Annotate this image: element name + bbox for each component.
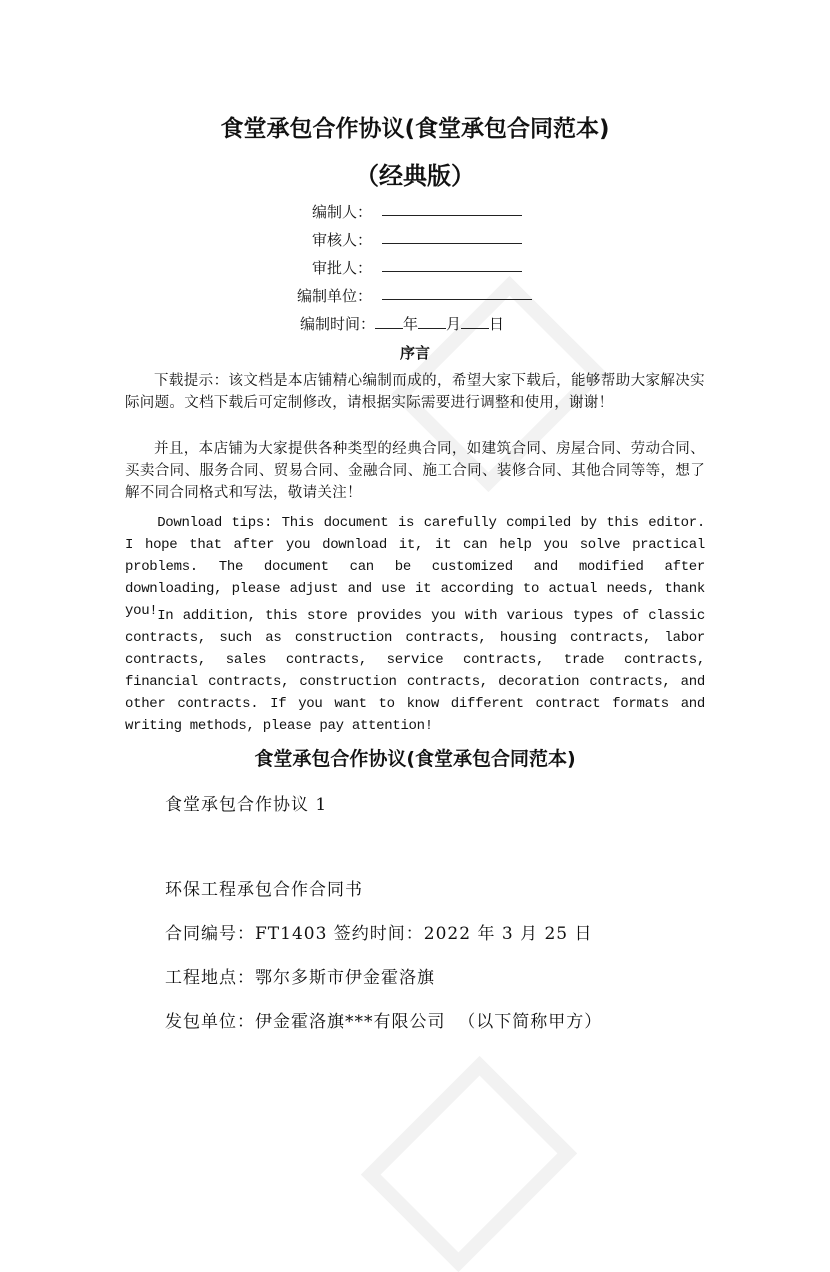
field-label: 编制单位： — [296, 287, 372, 305]
body-line: 发包单位：伊金霍洛旗***有限公司 （以下简称甲方） — [165, 1012, 603, 1032]
field-unit — [0, 285, 830, 313]
body-line: 工程地点：鄂尔多斯市伊金霍洛旗 — [165, 968, 435, 988]
field-label: 编制时间： — [300, 315, 376, 333]
year-label: 年 — [403, 315, 419, 333]
paragraph-download-tip-cn: 下载提示：该文档是本店铺精心编制而成的，希望大家下载后，能够帮助大家解决实际问题。文档下载后可定制修改，请根据实际需要进行调整和使用，谢谢！ — [125, 373, 705, 411]
document-subtitle: （经典版） — [355, 162, 475, 190]
field-label: 审核人： — [311, 231, 372, 249]
field-date — [300, 313, 504, 334]
blank-line — [382, 271, 522, 272]
paragraph-store-info-en: In addition, this store provides you with various types of classic contracts, such as construction contracts, housing contracts, labor contracts, sales contracts, service contracts, trade contracts, financial contracts, construction contracts, decoration contracts, and other contracts. If you want to know different contract formats and writing methods, please pay attention! — [125, 608, 705, 734]
field-label: 编制人： — [311, 203, 372, 221]
month-label: 月 — [446, 315, 462, 333]
field-approver — [0, 257, 830, 285]
body-line: 合同编号：FT1403 签约时间：2022 年 3 月 25 日 — [165, 924, 593, 944]
blank-line — [382, 215, 522, 216]
paragraph-store-info-cn: 并且，本店铺为大家提供各种类型的经典合同，如建筑合同、房屋合同、劳动合同、买卖合同、服务合同、贸易合同、金融合同、施工合同、装修合同、其他合同等等，想了解不同合同格式和写法，敬请关注！ — [125, 441, 705, 501]
document-title: 食堂承包合作协议(食堂承包合同范本) — [220, 116, 610, 142]
field-compiler — [0, 201, 830, 229]
body-line: 环保工程承包合作合同书 — [165, 880, 363, 900]
body-line: 食堂承包合作协议 1 — [165, 795, 328, 815]
section-title: 食堂承包合作协议(食堂承包合同范本) — [254, 748, 576, 770]
watermark — [361, 1056, 577, 1272]
paragraph-download-tip-en: Download tips: This document is carefully compiled by this editor. I hope that after you download it, it can help you solve practical problems. The document can be customized and modified after downloading, please adjust and use it according to actual needs, thank you! — [125, 515, 705, 619]
preface-heading: 序言 — [399, 344, 430, 362]
field-label: 审批人： — [311, 259, 372, 277]
day-label: 日 — [489, 315, 505, 333]
field-reviewer — [0, 229, 830, 257]
blank-line — [382, 243, 522, 244]
blank-line — [382, 299, 532, 300]
